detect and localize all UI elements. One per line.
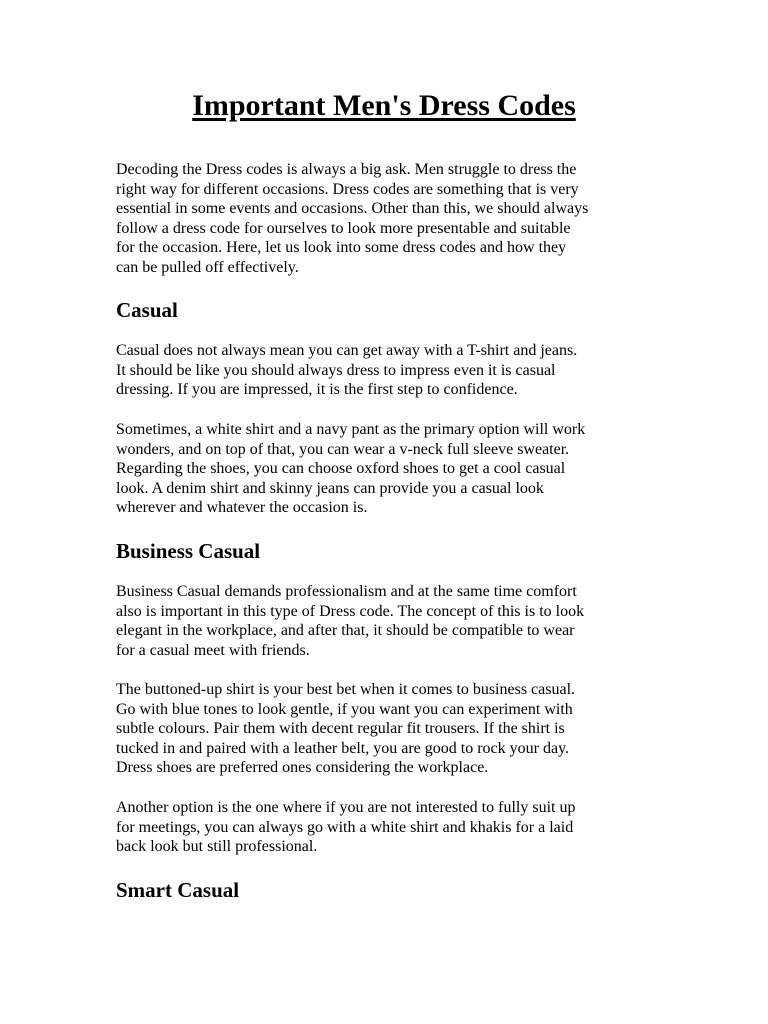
intro-paragraph <box>116 160 656 278</box>
text-line: wherever and whatever the occasion is. <box>116 499 368 517</box>
text-line: Regarding the shoes, you can choose oxford shoes to get a cool casual <box>116 460 566 478</box>
text-line: can be pulled off effectively. <box>116 258 299 276</box>
text-line: for a casual meet with friends. <box>116 641 310 659</box>
text-line: elegant in the workplace, and after that, it should be compatible to wear <box>116 622 575 640</box>
text-line: subtle colours. Pair them with decent regular fit trousers. If the shirt is <box>116 720 565 738</box>
text-line: Another option is the one where if you are not interested to fully suit up <box>116 799 576 816</box>
text-line: essential in some events and occasions. Other than this, we should always <box>116 200 589 218</box>
section-heading-business-casual: Business Casual <box>116 539 261 563</box>
text-line: Business Casual demands professionalism and at the same time comfort <box>116 583 577 600</box>
casual-paragraph-2 <box>116 420 656 518</box>
business-casual-paragraph-3 <box>116 798 656 857</box>
text-line: dressing. If you are impressed, it is the first step to confidence. <box>116 381 518 399</box>
text-line: It should be like you should always dress to impress even it is casual <box>116 361 556 379</box>
text-line: Go with blue tones to look gentle, if you want you can experiment with <box>116 700 573 718</box>
text-line: also is important in this type of Dress code. The concept of this is to look <box>116 602 585 620</box>
text-line: follow a dress code for ourselves to look more presentable and suitable <box>116 219 571 237</box>
section-heading-casual: Casual <box>116 298 178 322</box>
text-line: Dress shoes are preferred ones considering the workplace. <box>116 759 489 777</box>
text-line: Casual does not always mean you can get away with a T-shirt and jeans. <box>116 342 578 359</box>
casual-paragraph-1 <box>116 341 656 400</box>
text-line: The buttoned-up shirt is your best bet when it comes to business casual. <box>116 681 576 698</box>
section-heading-smart-casual: Smart Casual <box>116 878 240 902</box>
business-casual-paragraph-2 <box>116 680 656 778</box>
business-casual-paragraph-1 <box>116 582 656 660</box>
text-line: for the occasion. Here, let us look into some dress codes and how they <box>116 239 567 257</box>
text-line: wonders, and on top of that, you can wear a v-neck full sleeve sweater. <box>116 440 570 458</box>
text-line: back look but still professional. <box>116 838 318 856</box>
text-line: tucked in and paired with a leather belt, you are good to rock your day. <box>116 739 570 757</box>
text-line: Sometimes, a white shirt and a navy pant as the primary option will work <box>116 421 586 438</box>
text-line: Decoding the Dress codes is always a big ask. Men struggle to dress the <box>116 161 577 178</box>
text-line: for meetings, you can always go with a white shirt and khakis for a laid <box>116 818 574 836</box>
text-line: look. A denim shirt and skinny jeans can provide you a casual look <box>116 479 544 497</box>
page-title: Important Men's Dress Codes <box>192 89 576 122</box>
text-line: right way for different occasions. Dress codes are something that is very <box>116 180 579 198</box>
